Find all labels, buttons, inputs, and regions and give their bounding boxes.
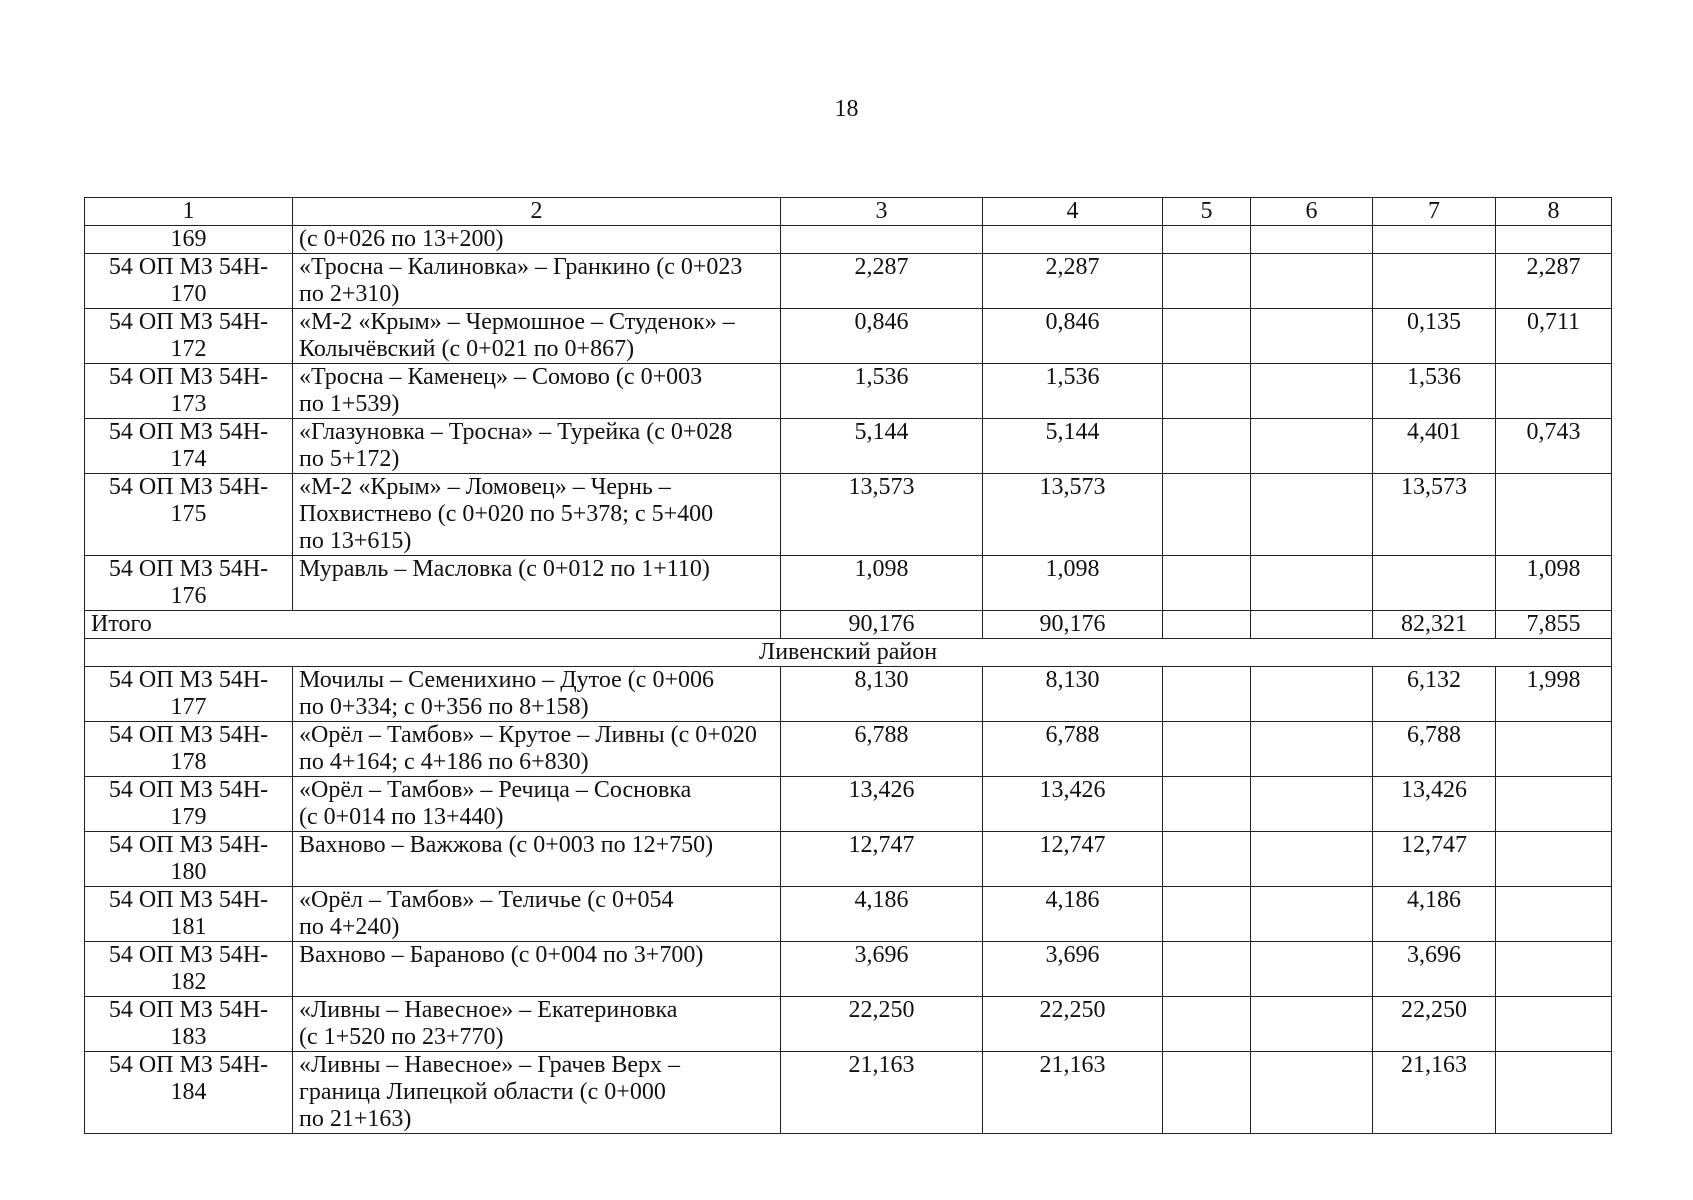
road-code-cell-line: 54 ОП МЗ 54Н-	[108, 309, 269, 335]
road-name-cell-line: Мочилы – Семенихино – Дутое (с 0+006	[299, 667, 714, 693]
road-name-cell-line: Колычёвский (с 0+021 по 0+867)	[299, 336, 635, 362]
road-name-cell-line: по 2+310)	[299, 281, 400, 307]
total-c8-cell: 7,855	[1496, 611, 1612, 639]
road-name-cell	[293, 226, 781, 254]
length-c8-cell: 0,711	[1496, 309, 1612, 364]
length-c8-cell	[1496, 887, 1612, 942]
length-c3-cell: 3,696	[781, 942, 983, 997]
length-c8-cell	[1496, 226, 1612, 254]
road-code-cell-line: 54 ОП МЗ 54Н-	[108, 997, 269, 1023]
road-code-cell-line: 182	[170, 969, 207, 995]
length-c7-cell: 4,401	[1373, 419, 1496, 474]
road-code-cell	[85, 474, 293, 556]
length-c8-cell	[1496, 1052, 1612, 1134]
road-code-cell-line: 172	[170, 336, 207, 362]
length-c8-cell: 0,743	[1496, 419, 1612, 474]
length-c6-cell	[1251, 997, 1373, 1052]
length-c3-cell: 12,747	[781, 832, 983, 887]
road-code-cell-line: 175	[170, 501, 207, 527]
column-header: 8	[1496, 198, 1612, 226]
length-c8-cell	[1496, 474, 1612, 556]
road-name-cell-line: «Тросна – Каменец» – Сомово (с 0+003	[299, 364, 703, 390]
length-c7-cell: 22,250	[1373, 997, 1496, 1052]
length-c6-cell	[1251, 474, 1373, 556]
length-c3-cell: 4,186	[781, 887, 983, 942]
roads-table	[84, 197, 1612, 1134]
length-c6-cell	[1251, 887, 1373, 942]
road-code-cell	[85, 1052, 293, 1134]
road-name-cell	[293, 722, 781, 777]
length-c7-cell	[1373, 226, 1496, 254]
length-c7-cell: 0,135	[1373, 309, 1496, 364]
table-row	[85, 364, 1612, 419]
length-c4-cell: 1,536	[983, 364, 1163, 419]
road-code-cell-line: 177	[170, 694, 207, 720]
length-c6-cell	[1251, 254, 1373, 309]
length-c7-cell: 13,573	[1373, 474, 1496, 556]
road-code-cell-line: 54 ОП МЗ 54Н-	[108, 722, 269, 748]
length-c4-cell: 1,098	[983, 556, 1163, 611]
road-code-cell	[85, 722, 293, 777]
road-name-cell	[293, 474, 781, 556]
table-row	[85, 474, 1612, 556]
total-c4-cell: 90,176	[983, 611, 1163, 639]
road-code-cell	[85, 254, 293, 309]
road-name-cell-line: по 13+615)	[299, 528, 412, 554]
road-code-cell-line: 169	[170, 226, 207, 252]
length-c4-cell: 2,287	[983, 254, 1163, 309]
table-row	[85, 667, 1612, 722]
road-code-cell-line: 54 ОП МЗ 54Н-	[108, 364, 269, 390]
road-name-cell	[293, 254, 781, 309]
length-c5-cell	[1163, 556, 1251, 611]
road-code-cell	[85, 777, 293, 832]
road-name-cell-line: «Орёл – Тамбов» – Крутое – Ливны (с 0+020	[299, 722, 757, 748]
district-heading: Ливенский район	[85, 639, 1612, 667]
column-header: 6	[1251, 198, 1373, 226]
road-code-cell	[85, 942, 293, 997]
length-c5-cell	[1163, 1052, 1251, 1134]
road-name-cell-line: «М-2 «Крым» – Ломовец» – Чернь –	[299, 474, 671, 500]
road-code-cell-line: 54 ОП МЗ 54Н-	[108, 474, 269, 500]
road-code-cell-line: 176	[170, 583, 207, 609]
length-c6-cell	[1251, 309, 1373, 364]
length-c6-cell	[1251, 832, 1373, 887]
length-c6-cell	[1251, 364, 1373, 419]
road-name-cell-line: «Глазуновка – Тросна» – Турейка (с 0+028	[299, 419, 733, 445]
length-c5-cell	[1163, 309, 1251, 364]
road-code-cell-line: 184	[170, 1079, 207, 1105]
road-code-cell-line: 173	[170, 391, 207, 417]
road-name-cell-line: (с 0+026 по 13+200)	[299, 226, 504, 252]
length-c4-cell: 5,144	[983, 419, 1163, 474]
road-code-cell	[85, 419, 293, 474]
length-c5-cell	[1163, 474, 1251, 556]
length-c5-cell	[1163, 777, 1251, 832]
page-number: 18	[834, 96, 859, 122]
length-c7-cell	[1373, 556, 1496, 611]
road-name-cell	[293, 667, 781, 722]
length-c3-cell: 2,287	[781, 254, 983, 309]
road-name-cell-line: «Ливны – Навесное» – Грачев Верх –	[299, 1052, 681, 1078]
road-name-cell-line: «Тросна – Калиновка» – Гранкино (с 0+023	[299, 254, 743, 280]
length-c5-cell	[1163, 364, 1251, 419]
length-c3-cell: 6,788	[781, 722, 983, 777]
table-row	[85, 254, 1612, 309]
road-code-cell-line: 54 ОП МЗ 54Н-	[108, 832, 269, 858]
table-row	[85, 722, 1612, 777]
length-c7-cell	[1373, 254, 1496, 309]
total-c7-cell: 82,321	[1373, 611, 1496, 639]
length-c3-cell: 13,573	[781, 474, 983, 556]
length-c5-cell	[1163, 667, 1251, 722]
road-name-cell	[293, 777, 781, 832]
total-label: Итого	[85, 611, 781, 639]
road-code-cell	[85, 364, 293, 419]
length-c3-cell: 5,144	[781, 419, 983, 474]
road-code-cell-line: 54 ОП МЗ 54Н-	[108, 667, 269, 693]
length-c6-cell	[1251, 419, 1373, 474]
length-c4-cell	[983, 226, 1163, 254]
length-c5-cell	[1163, 887, 1251, 942]
length-c6-cell	[1251, 667, 1373, 722]
length-c7-cell: 13,426	[1373, 777, 1496, 832]
road-code-cell-line: 54 ОП МЗ 54Н-	[108, 942, 269, 968]
length-c8-cell	[1496, 832, 1612, 887]
length-c8-cell	[1496, 942, 1612, 997]
road-name-cell	[293, 997, 781, 1052]
road-name-cell	[293, 556, 781, 611]
length-c4-cell: 12,747	[983, 832, 1163, 887]
table-row	[85, 226, 1612, 254]
length-c7-cell: 21,163	[1373, 1052, 1496, 1134]
road-code-cell	[85, 667, 293, 722]
table-row	[85, 942, 1612, 997]
road-name-cell	[293, 887, 781, 942]
total-c6-cell	[1251, 611, 1373, 639]
column-header: 5	[1163, 198, 1251, 226]
road-code-cell	[85, 556, 293, 611]
total-c5-cell	[1163, 611, 1251, 639]
column-header: 2	[293, 198, 781, 226]
length-c5-cell	[1163, 942, 1251, 997]
length-c5-cell	[1163, 997, 1251, 1052]
road-name-cell-line: Похвистнево (с 0+020 по 5+378; с 5+400	[299, 501, 714, 527]
road-name-cell-line: по 4+240)	[299, 914, 400, 940]
length-c4-cell: 22,250	[983, 997, 1163, 1052]
road-name-cell-line: по 4+164; с 4+186 по 6+830)	[299, 749, 589, 775]
table-row	[85, 887, 1612, 942]
road-name-cell	[293, 419, 781, 474]
road-name-cell-line: граница Липецкой области (с 0+000	[299, 1079, 666, 1105]
road-name-cell	[293, 364, 781, 419]
length-c6-cell	[1251, 556, 1373, 611]
road-code-cell-line: 183	[170, 1024, 207, 1050]
length-c3-cell: 8,130	[781, 667, 983, 722]
road-code-cell-line: 54 ОП МЗ 54Н-	[108, 887, 269, 913]
length-c7-cell: 4,186	[1373, 887, 1496, 942]
length-c5-cell	[1163, 722, 1251, 777]
length-c8-cell	[1496, 722, 1612, 777]
road-name-cell	[293, 1052, 781, 1134]
road-name-cell-line: Вахново – Важжова (с 0+003 по 12+750)	[299, 832, 714, 858]
road-name-cell-line: (с 1+520 по 23+770)	[299, 1024, 504, 1050]
road-code-cell-line: 54 ОП МЗ 54Н-	[108, 254, 269, 280]
length-c8-cell	[1496, 364, 1612, 419]
length-c3-cell: 0,846	[781, 309, 983, 364]
length-c7-cell: 6,132	[1373, 667, 1496, 722]
table-row	[85, 1052, 1612, 1134]
road-code-cell	[85, 226, 293, 254]
length-c4-cell: 4,186	[983, 887, 1163, 942]
road-name-cell-line: Вахново – Бараново (с 0+004 по 3+700)	[299, 942, 704, 968]
road-name-cell-line: по 0+334; с 0+356 по 8+158)	[299, 694, 589, 720]
district-row	[85, 639, 1612, 667]
length-c7-cell: 3,696	[1373, 942, 1496, 997]
length-c5-cell	[1163, 254, 1251, 309]
road-name-cell-line: по 5+172)	[299, 446, 400, 472]
length-c3-cell: 1,098	[781, 556, 983, 611]
length-c6-cell	[1251, 942, 1373, 997]
length-c6-cell	[1251, 722, 1373, 777]
column-header: 7	[1373, 198, 1496, 226]
table-row	[85, 997, 1612, 1052]
length-c3-cell: 1,536	[781, 364, 983, 419]
road-code-cell-line: 179	[170, 804, 207, 830]
road-name-cell-line: «Ливны – Навесное» – Екатериновка	[299, 997, 678, 1023]
road-name-cell-line: «М-2 «Крым» – Чермошное – Студенок» –	[299, 309, 735, 335]
road-name-cell-line: Муравль – Масловка (с 0+012 по 1+110)	[299, 556, 710, 582]
length-c4-cell: 8,130	[983, 667, 1163, 722]
road-code-cell-line: 174	[170, 446, 207, 472]
road-name-cell-line: по 1+539)	[299, 391, 400, 417]
length-c5-cell	[1163, 226, 1251, 254]
length-c4-cell: 3,696	[983, 942, 1163, 997]
road-name-cell-line: «Орёл – Тамбов» – Теличье (с 0+054	[299, 887, 674, 913]
road-code-cell-line: 54 ОП МЗ 54Н-	[108, 1052, 269, 1078]
length-c3-cell: 21,163	[781, 1052, 983, 1134]
length-c3-cell: 13,426	[781, 777, 983, 832]
length-c7-cell: 1,536	[1373, 364, 1496, 419]
road-name-cell-line: по 21+163)	[299, 1106, 412, 1132]
column-header: 1	[85, 198, 293, 226]
column-header: 4	[983, 198, 1163, 226]
length-c4-cell: 13,426	[983, 777, 1163, 832]
column-number-header-row	[85, 198, 1612, 226]
length-c8-cell	[1496, 997, 1612, 1052]
road-code-cell-line: 178	[170, 749, 207, 775]
table-row	[85, 419, 1612, 474]
length-c5-cell	[1163, 419, 1251, 474]
length-c7-cell: 12,747	[1373, 832, 1496, 887]
length-c6-cell	[1251, 777, 1373, 832]
table-row	[85, 556, 1612, 611]
length-c7-cell: 6,788	[1373, 722, 1496, 777]
length-c8-cell: 1,998	[1496, 667, 1612, 722]
length-c5-cell	[1163, 832, 1251, 887]
total-row	[85, 611, 1612, 639]
road-code-cell	[85, 887, 293, 942]
table-row	[85, 777, 1612, 832]
road-name-cell-line: (с 0+014 по 13+440)	[299, 804, 504, 830]
length-c6-cell	[1251, 1052, 1373, 1134]
length-c6-cell	[1251, 226, 1373, 254]
length-c4-cell: 21,163	[983, 1052, 1163, 1134]
road-code-cell-line: 180	[170, 859, 207, 885]
road-name-cell-line: «Орёл – Тамбов» – Речица – Сосновка	[299, 777, 692, 803]
length-c8-cell: 1,098	[1496, 556, 1612, 611]
road-name-cell	[293, 309, 781, 364]
road-code-cell-line: 170	[170, 281, 207, 307]
length-c4-cell: 0,846	[983, 309, 1163, 364]
length-c8-cell	[1496, 777, 1612, 832]
length-c4-cell: 13,573	[983, 474, 1163, 556]
table-row	[85, 832, 1612, 887]
table-row	[85, 309, 1612, 364]
column-header: 3	[781, 198, 983, 226]
road-code-cell	[85, 997, 293, 1052]
road-code-cell-line: 54 ОП МЗ 54Н-	[108, 556, 269, 582]
length-c8-cell: 2,287	[1496, 254, 1612, 309]
length-c3-cell	[781, 226, 983, 254]
road-code-cell-line: 54 ОП МЗ 54Н-	[108, 777, 269, 803]
road-code-cell	[85, 832, 293, 887]
length-c3-cell: 22,250	[781, 997, 983, 1052]
road-code-cell-line: 54 ОП МЗ 54Н-	[108, 419, 269, 445]
total-c3-cell: 90,176	[781, 611, 983, 639]
road-code-cell-line: 181	[170, 914, 207, 940]
road-code-cell	[85, 309, 293, 364]
length-c4-cell: 6,788	[983, 722, 1163, 777]
road-name-cell	[293, 942, 781, 997]
road-name-cell	[293, 832, 781, 887]
